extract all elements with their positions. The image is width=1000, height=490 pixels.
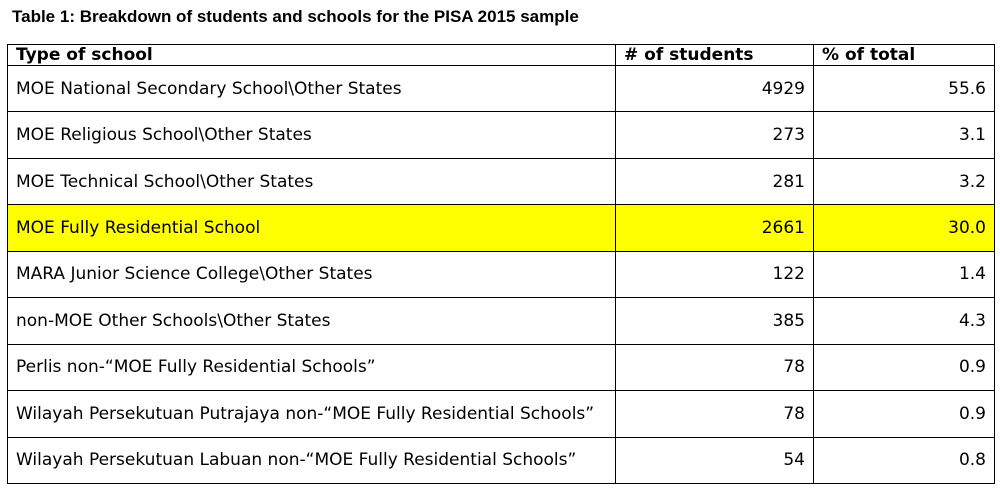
cell-school-type: Perlis non-“MOE Fully Residential Schools”: [8, 344, 616, 390]
cell-percent: 55.6: [814, 66, 995, 112]
table-row: [8, 112, 995, 158]
table-header-row: [8, 45, 995, 66]
cell-percent: 30.0: [814, 205, 995, 251]
cell-percent: 0.8: [814, 437, 995, 484]
cell-school-type: Wilayah Persekutuan Labuan non-“MOE Fully Residential Schools”: [8, 437, 616, 484]
cell-school-type: MOE Technical School\Other States: [8, 158, 616, 204]
table-row: [8, 344, 995, 390]
table-row: [8, 158, 995, 204]
table-row: [8, 66, 995, 112]
header-percent-total: % of total: [814, 45, 995, 66]
pisa-sample-table: [7, 44, 995, 484]
cell-students: 2661: [616, 205, 814, 251]
cell-school-type: MARA Junior Science College\Other States: [8, 251, 616, 297]
cell-students: 122: [616, 251, 814, 297]
cell-percent: 0.9: [814, 391, 995, 437]
cell-percent: 3.2: [814, 158, 995, 204]
cell-students: 281: [616, 158, 814, 204]
cell-percent: 3.1: [814, 112, 995, 158]
cell-students: 273: [616, 112, 814, 158]
cell-students: 54: [616, 437, 814, 484]
table-row: [8, 298, 995, 344]
table-row: [8, 205, 995, 251]
cell-school-type: non-MOE Other Schools\Other States: [8, 298, 616, 344]
table-caption: Table 1: Breakdown of students and schools for the PISA 2015 sample: [12, 7, 579, 26]
cell-school-type: MOE Religious School\Other States: [8, 112, 616, 158]
cell-school-type: MOE Fully Residential School: [8, 205, 616, 251]
cell-students: 78: [616, 344, 814, 390]
cell-students: 4929: [616, 66, 814, 112]
cell-students: 385: [616, 298, 814, 344]
cell-percent: 0.9: [814, 344, 995, 390]
table-row: [8, 391, 995, 437]
cell-school-type: MOE National Secondary School\Other States: [8, 66, 616, 112]
header-type-of-school: Type of school: [8, 45, 616, 66]
cell-students: 78: [616, 391, 814, 437]
table-row: [8, 251, 995, 297]
cell-school-type: Wilayah Persekutuan Putrajaya non-“MOE Fully Residential Schools”: [8, 391, 616, 437]
table-row: [8, 437, 995, 484]
header-num-students: # of students: [616, 45, 814, 66]
cell-percent: 1.4: [814, 251, 995, 297]
cell-percent: 4.3: [814, 298, 995, 344]
